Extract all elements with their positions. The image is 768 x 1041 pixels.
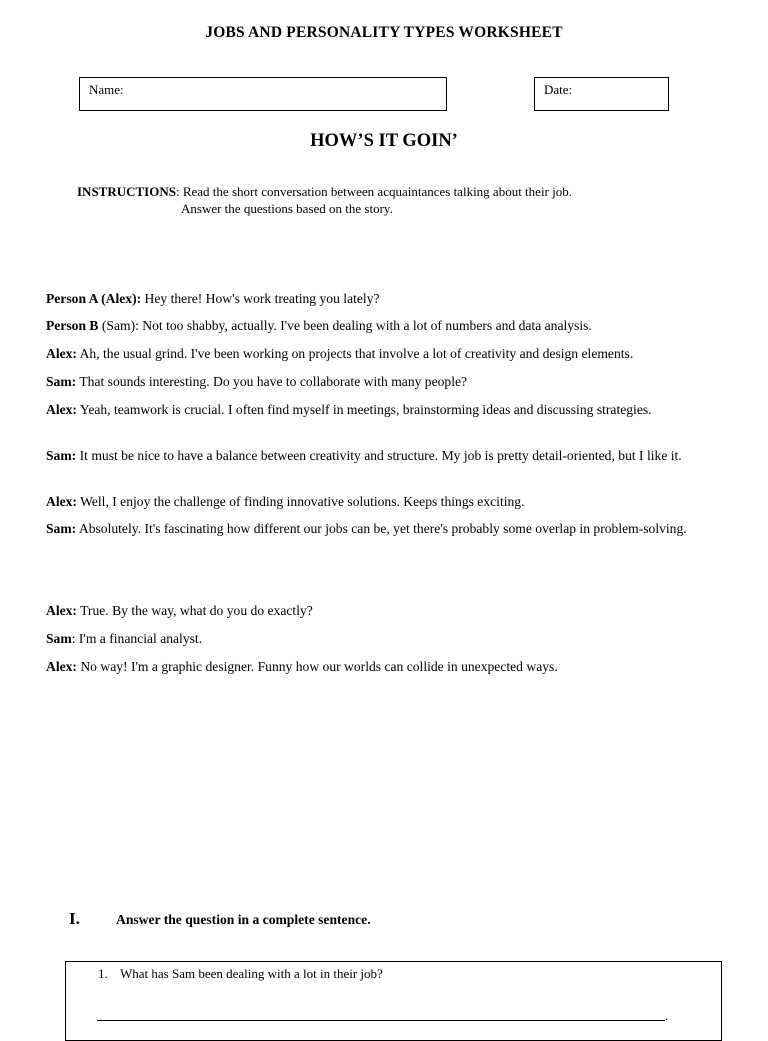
line-text: Absolutely. It's fascinating how different our jobs can be, yet there's probably some overlap in problem-solving. <box>78 521 687 536</box>
dialogue-line <box>46 602 726 621</box>
dialogue-line <box>46 345 726 364</box>
answer-period: . <box>665 1008 669 1023</box>
instructions-line-1 <box>77 183 697 200</box>
speaker: Sam: <box>46 374 77 389</box>
line-text: Hey there! How's work treating you lately? <box>144 291 380 306</box>
dialogue-line <box>46 493 726 512</box>
question-1 <box>98 966 383 982</box>
worksheet-title: JOBS AND PERSONALITY TYPES WORKSHEET <box>205 24 563 41</box>
dialogue-line <box>46 447 726 466</box>
name-label: Name: <box>89 82 124 97</box>
line-text: (Sam): Not too shabby, actually. I've been dealing with a lot of numbers and data analysis. <box>101 318 592 333</box>
speaker: Person B <box>46 318 99 333</box>
answer-line[interactable] <box>97 1020 665 1021</box>
line-text: It must be nice to have a balance between creativity and structure. My job is pretty detail-oriented, but I like it. <box>79 448 682 463</box>
dialogue-line <box>46 630 726 649</box>
line-text: Ah, the usual grind. I've been working on projects that involve a lot of creativity and design elements. <box>79 346 634 361</box>
instructions-line-2: Answer the questions based on the story. <box>181 201 393 216</box>
date-label: Date: <box>544 82 573 97</box>
speaker: Person A (Alex): <box>46 291 142 306</box>
speaker: Sam <box>46 631 72 646</box>
speaker: Alex: <box>46 603 77 618</box>
date-field[interactable] <box>534 77 669 111</box>
dialogue-line <box>46 290 726 309</box>
instructions <box>77 183 697 217</box>
line-text: : I'm a financial analyst. <box>71 631 203 646</box>
name-field[interactable] <box>79 77 447 111</box>
speaker: Sam: <box>46 521 77 536</box>
dialogue-line <box>46 401 726 420</box>
dialogue-line <box>46 317 726 336</box>
line-text: Well, I enjoy the challenge of finding innovative solutions. Keeps things exciting. <box>80 494 525 509</box>
section-numeral: I. <box>69 909 80 928</box>
dialogue-line <box>46 520 726 539</box>
question-text: What has Sam been dealing with a lot in their job? <box>120 966 383 981</box>
instructions-label: INSTRUCTIONS <box>77 184 176 199</box>
line-text: No way! I'm a graphic designer. Funny how our worlds can collide in unexpected ways. <box>80 659 558 674</box>
line-text: True. By the way, what do you do exactly? <box>80 603 313 618</box>
question-number: 1. <box>98 966 108 981</box>
speaker: Alex: <box>46 402 77 417</box>
speaker: Alex: <box>46 346 77 361</box>
section-heading: Answer the question in a complete sentence. <box>116 912 371 927</box>
speaker: Sam: <box>46 448 77 463</box>
dialogue-line <box>46 658 726 677</box>
dialogue-line <box>46 373 726 392</box>
line-text: That sounds interesting. Do you have to collaborate with many people? <box>79 374 468 389</box>
speaker: Alex: <box>46 494 77 509</box>
line-text: Yeah, teamwork is crucial. I often find myself in meetings, brainstorming ideas and discussing strategies. <box>79 402 652 417</box>
speaker: Alex: <box>46 659 77 674</box>
instructions-text-1: : Read the short conversation between acquaintances talking about their job. <box>175 184 572 199</box>
story-title: HOW’S IT GOIN’ <box>310 131 458 151</box>
